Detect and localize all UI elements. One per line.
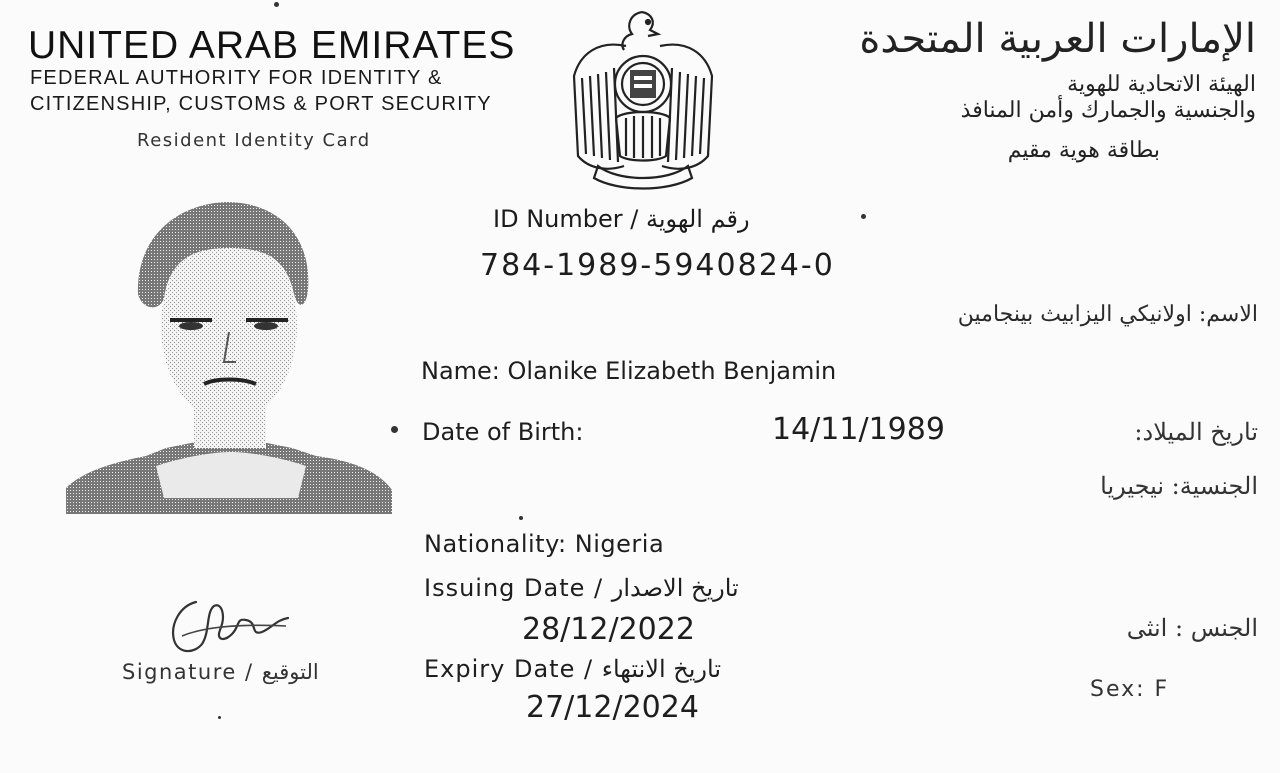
expiry-date-label-en: Expiry Date /	[424, 655, 594, 683]
name-field	[421, 357, 836, 385]
signature-image	[166, 596, 298, 660]
id-number-value: 784-1989-5940824-0	[480, 248, 835, 283]
issuing-date-value: 28/12/2022	[522, 612, 695, 647]
country-name-en: UNITED ARAB EMIRATES	[28, 24, 516, 67]
authority-name-en-line1: FEDERAL AUTHORITY FOR IDENTITY &	[30, 67, 443, 89]
sex-field	[1090, 677, 1169, 702]
sex-value: F	[1154, 677, 1170, 702]
speck-mark	[218, 716, 221, 719]
authority-name-ar-line1: الهيئة الاتحادية للهوية	[1067, 72, 1256, 97]
name-value: Olanike Elizabeth Benjamin	[507, 357, 837, 385]
issuing-date-label-ar: تاريخ الاصدار	[611, 574, 739, 602]
expiry-date-value: 27/12/2024	[526, 690, 699, 725]
nationality-ar	[1100, 472, 1258, 500]
authority-name-ar-line2: والجنسية والجمارك وأمن المنافذ	[960, 98, 1256, 123]
nationality-value: Nigeria	[574, 530, 665, 558]
expiry-date-label	[424, 655, 721, 683]
expiry-date-label-ar: تاريخ الانتهاء	[601, 655, 722, 683]
nationality-ar-label: الجنسية:	[1171, 472, 1258, 500]
card-type-ar: بطاقة هوية مقيم	[1007, 138, 1160, 163]
dob-label-ar: تاريخ الميلاد:	[1134, 418, 1258, 446]
speck-mark	[861, 214, 866, 219]
dob-value: 14/11/1989	[772, 412, 945, 447]
id-number-label-ar: رقم الهوية	[645, 205, 750, 233]
nationality-label: Nationality:	[424, 530, 567, 558]
speck-mark	[274, 2, 279, 7]
uae-falcon-emblem-icon	[568, 6, 718, 192]
country-name-ar: الإمارات العربية المتحدة	[859, 16, 1256, 62]
speck-mark	[391, 426, 398, 433]
name-ar-value: اولانيكي اليزابيث بينجامين	[957, 302, 1192, 327]
nationality-field	[424, 530, 664, 558]
signature-label-en: Signature /	[122, 660, 254, 684]
id-number-label	[493, 205, 750, 233]
holder-photo	[66, 198, 392, 514]
name-ar	[958, 302, 1258, 327]
sex-label: Sex:	[1090, 677, 1146, 702]
name-label: Name:	[421, 357, 500, 385]
dob-label: Date of Birth:	[422, 418, 584, 446]
issuing-date-label-en: Issuing Date /	[424, 574, 604, 602]
name-ar-label: الاسم:	[1198, 302, 1258, 327]
signature-label-ar: التوقيع	[261, 660, 319, 684]
gender-ar: الجنس : انثى	[1126, 614, 1258, 642]
issuing-date-label	[424, 574, 739, 602]
speck-mark	[519, 516, 523, 520]
card-type-en: Resident Identity Card	[137, 130, 371, 151]
id-number-label-en: ID Number /	[493, 205, 639, 233]
authority-name-en-line2: CITIZENSHIP, CUSTOMS & PORT SECURITY	[30, 93, 492, 115]
signature-label	[122, 660, 319, 684]
nationality-ar-value: نيجيريا	[1100, 472, 1165, 500]
